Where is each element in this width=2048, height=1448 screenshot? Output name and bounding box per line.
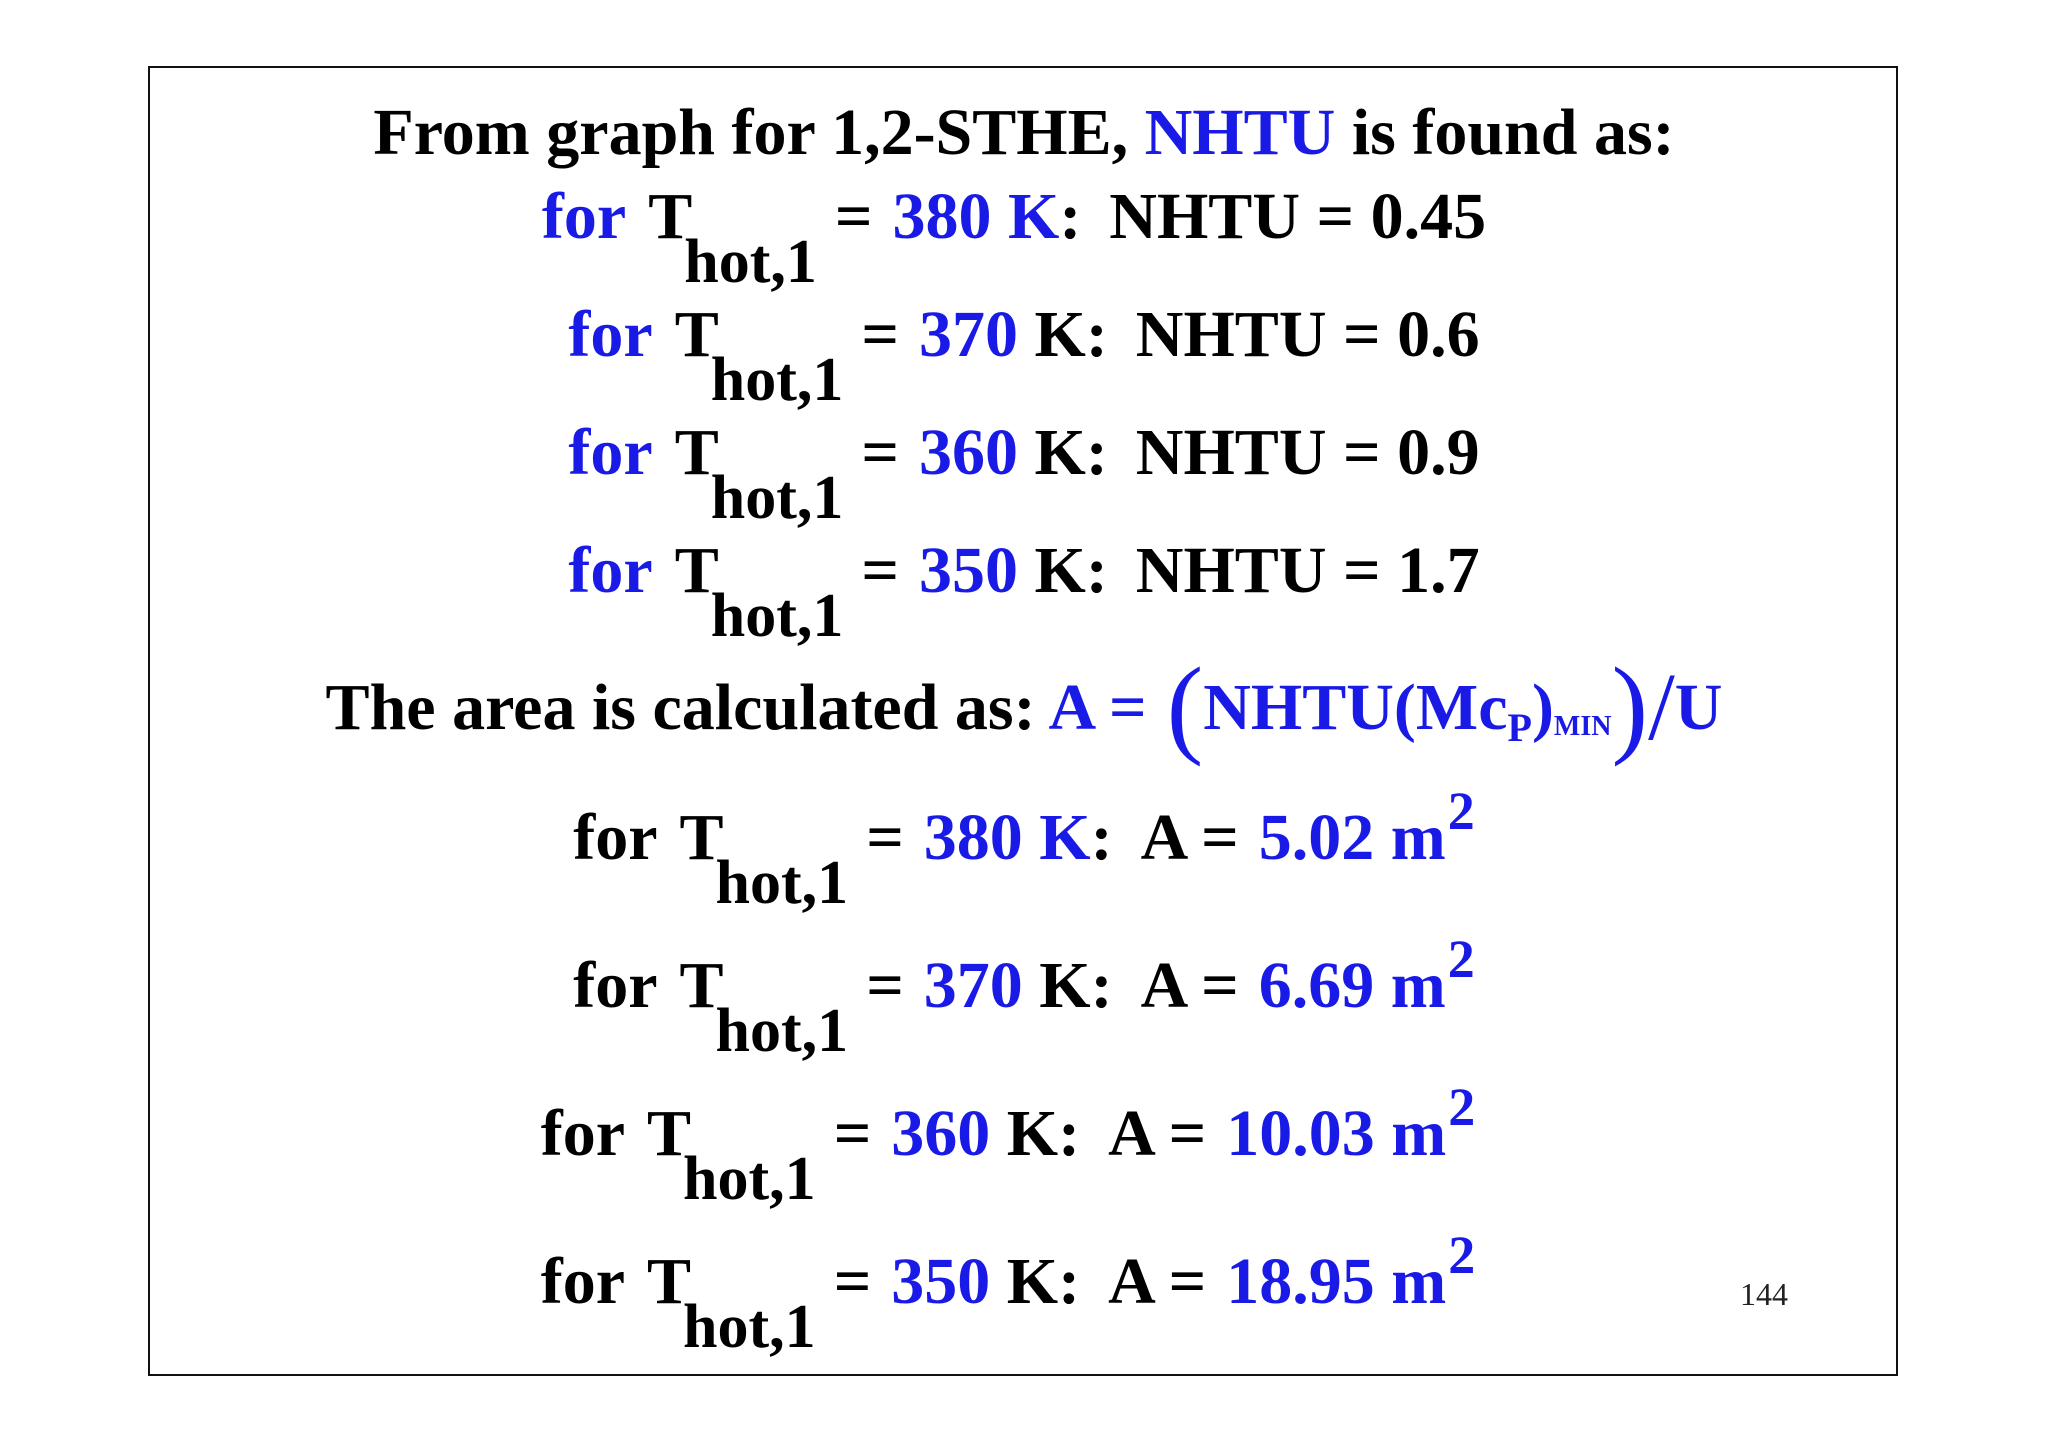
area-value: 6.69 m [1258, 949, 1446, 1022]
area-intro: The area is calculated as: [325, 671, 1049, 744]
temperature-value: 370 [918, 298, 1018, 371]
equals-sign: = [834, 180, 873, 253]
area-value: 10.03 m [1226, 1097, 1447, 1170]
for-keyword: for [573, 949, 658, 1022]
nhtu-term: NHTU(Mc [1203, 671, 1508, 744]
divide-slash: / [1648, 653, 1675, 760]
temperature-subscript: hot,1 [683, 1293, 816, 1361]
for-keyword: for [568, 298, 653, 371]
for-keyword: for [540, 1097, 626, 1170]
area-value: 5.02 m [1258, 801, 1446, 874]
for-keyword: for [573, 801, 658, 874]
temperature-value: 380 K [923, 801, 1091, 874]
temperature-subscript: hot,1 [715, 997, 849, 1065]
equals-sign: = [866, 949, 904, 1022]
temperature-value: 380 K [892, 180, 1060, 253]
colon: : [1090, 949, 1113, 1022]
nhtu-row [0, 298, 2048, 414]
squared-superscript: 2 [1447, 929, 1475, 989]
equals-sign: = [861, 416, 899, 489]
squared-superscript: 2 [1448, 1077, 1476, 1137]
equals-sign: = [833, 1097, 872, 1170]
kelvin-unit: K [1017, 534, 1086, 607]
close-paren: ) [1611, 645, 1649, 767]
temperature-symbol: T [647, 1245, 692, 1318]
temperature-subscript: hot,1 [710, 464, 844, 532]
heading-term: NHTU [1144, 96, 1336, 169]
nhtu-row [0, 534, 2048, 650]
temperature-value: 350 [918, 534, 1018, 607]
area-row [0, 929, 2048, 1065]
temperature-subscript: hot,1 [684, 228, 817, 296]
inner-close-paren: ) [1531, 671, 1554, 744]
kelvin-unit: K [1017, 416, 1086, 489]
kelvin-unit: K [1022, 949, 1091, 1022]
temperature-subscript: hot,1 [710, 346, 844, 414]
colon: : [1059, 180, 1082, 253]
area-label: A = [1108, 1245, 1207, 1318]
area-value: 18.95 m [1226, 1245, 1447, 1318]
area-label: A = [1140, 949, 1239, 1022]
colon: : [1085, 416, 1108, 489]
temperature-symbol: T [647, 1097, 692, 1170]
area-row [0, 1225, 2032, 1361]
colon: : [1085, 298, 1108, 371]
p-subscript: P [1507, 705, 1532, 750]
squared-superscript: 2 [1448, 1225, 1476, 1285]
equals-sign: = [833, 1245, 872, 1318]
temperature-value: 360 [918, 416, 1018, 489]
nhtu-value: NHTU = 0.45 [1109, 180, 1487, 253]
kelvin-unit: K [1017, 298, 1086, 371]
colon: : [1090, 801, 1113, 874]
area-row [0, 781, 2048, 917]
temperature-symbol: T [674, 298, 719, 371]
nhtu-row [0, 416, 2048, 532]
for-keyword: for [540, 1245, 626, 1318]
nhtu-value: NHTU = 1.7 [1135, 534, 1480, 607]
heading-line [0, 96, 2048, 169]
temperature-subscript: hot,1 [683, 1145, 816, 1213]
temperature-symbol: T [648, 180, 693, 253]
temperature-symbol: T [679, 801, 724, 874]
area-label: A = [1108, 1097, 1207, 1170]
equals-sign: = [866, 801, 904, 874]
temperature-symbol: T [674, 534, 719, 607]
area-row [0, 1077, 2032, 1213]
page-number: 144 [1740, 1276, 1788, 1312]
nhtu-value: NHTU = 0.6 [1135, 298, 1480, 371]
area-label: A = [1140, 801, 1239, 874]
for-keyword: for [568, 534, 653, 607]
nhtu-value: NHTU = 0.9 [1135, 416, 1480, 489]
temperature-subscript: hot,1 [715, 849, 849, 917]
colon: : [1058, 1097, 1081, 1170]
kelvin-unit: K [990, 1097, 1059, 1170]
temperature-symbol: T [674, 416, 719, 489]
min-subscript: MIN [1553, 711, 1612, 742]
nhtu-row [0, 180, 2038, 296]
open-paren: ( [1166, 645, 1204, 767]
area-formula-line [0, 645, 2048, 767]
u-symbol: U [1674, 671, 1723, 744]
temperature-value: 350 [891, 1245, 991, 1318]
heading-suffix: is found as: [1335, 96, 1675, 169]
equals-sign: = [861, 534, 899, 607]
equals-sign: = [861, 298, 899, 371]
for-keyword: for [568, 416, 653, 489]
area-symbol: A = [1048, 671, 1147, 744]
for-keyword: for [541, 180, 627, 253]
temperature-symbol: T [679, 949, 724, 1022]
temperature-value: 360 [891, 1097, 991, 1170]
colon: : [1085, 534, 1108, 607]
squared-superscript: 2 [1447, 781, 1475, 841]
kelvin-unit: K [990, 1245, 1059, 1318]
temperature-subscript: hot,1 [710, 582, 844, 650]
heading-prefix: From graph for 1,2-STHE, [373, 96, 1145, 169]
colon: : [1058, 1245, 1081, 1318]
temperature-value: 370 [923, 949, 1023, 1022]
